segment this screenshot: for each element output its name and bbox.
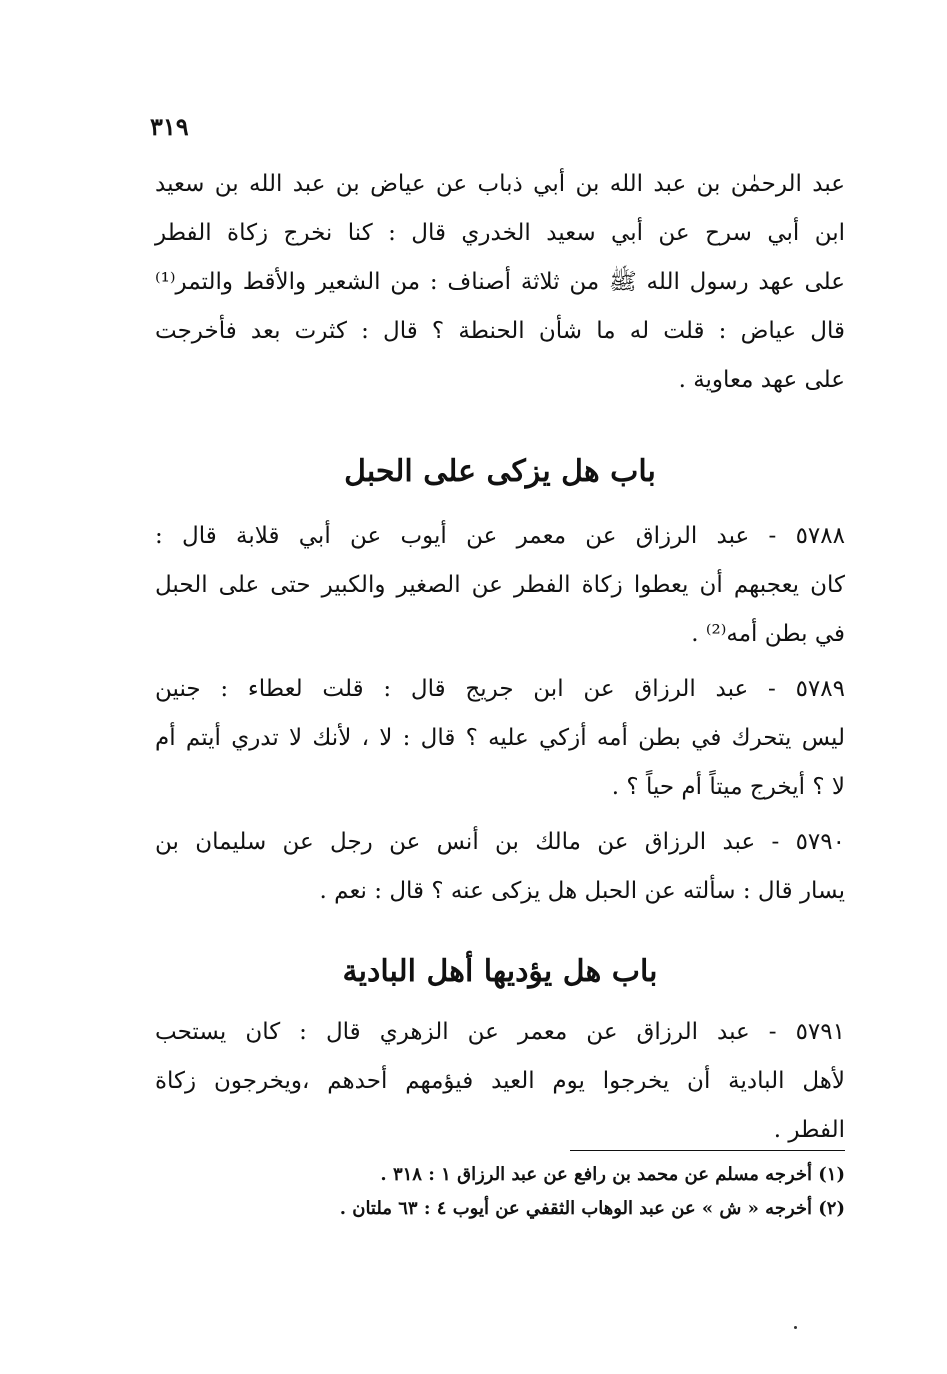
hadith-5790	[155, 818, 845, 916]
text-line: يسار قال : سألته عن الحبل هل يزكى عنه ؟ قال : نعم .	[319, 878, 845, 904]
chapter-heading: باب هل يؤديها أهل البادية	[342, 954, 658, 989]
text-line: كان يعجبهم أن يعطوا زكاة الفطر عن الصغير والكبير حتى على الحبل	[155, 572, 845, 598]
footnote: (١) أخرجه مسلم عن محمد بن رافع عن عبد الرزاق ١ : ٣١٨ .	[380, 1164, 845, 1185]
opening-paragraph	[155, 160, 845, 405]
text-line: على عهد رسول الله ﷺ من ثلاثة أصناف : من الشعير والأقط والتمر⁽¹⁾	[155, 269, 845, 295]
text-line: ابن أبي سرح عن أبي سعيد الخدري قال : كنا نخرج زكاة الفطر	[155, 220, 845, 246]
hadith-5788	[155, 512, 845, 659]
footnotes	[255, 1158, 845, 1226]
text-line: ٥٧٩٠ - عبد الرزاق عن مالك بن أنس عن رجل عن سليمان بن	[155, 829, 845, 855]
text-line: الفطر .	[773, 1117, 845, 1143]
hadith-5789	[155, 665, 845, 812]
text-line: عبد الرحمٰن بن عبد الله بن أبي ذباب عن عياض بن عبد الله بن سعيد	[155, 171, 845, 197]
text-line: ٥٧٨٨ - عبد الرزاق عن معمر عن أيوب عن أبي قلابة قال :	[155, 523, 845, 549]
text-line: لأهل البادية أن يخرجوا يوم العيد فيؤمهم أحدهم ،ويخرجون زكاة	[155, 1068, 845, 1094]
text-line: لا ؟ أيخرج ميتاً أم حياً ؟ .	[611, 774, 845, 800]
chapter-heading: باب هل يزكى على الحبل	[344, 454, 656, 489]
hadith-5791	[155, 1008, 845, 1155]
page-number: ٣١٩	[150, 112, 189, 141]
text-line: في بطن أمه⁽²⁾ .	[691, 621, 845, 647]
text-line: ليس يتحرك في بطن أمه أزكي عليه ؟ قال : لا ، لأنك لا تدري أيتم أم	[155, 725, 845, 751]
text-line: على عهد معاوية .	[678, 367, 845, 393]
scan-speck	[794, 1326, 797, 1329]
text-line: ٥٧٨٩ - عبد الرزاق عن ابن جريج قال : قلت لعطاء : جنين	[155, 676, 845, 702]
text-line: قال عياض : قلت له ما شأن الحنطة ؟ قال : كثرت بعد فأخرجت	[155, 318, 845, 344]
footnote-separator	[570, 1150, 845, 1151]
text-line: ٥٧٩١ - عبد الرزاق عن معمر عن الزهري قال : كان يستحب	[155, 1019, 845, 1045]
footnote: (٢) أخرجه « ش » عن عبد الوهاب الثقفي عن أيوب ٤ : ٦٣ ملتان .	[339, 1198, 845, 1219]
